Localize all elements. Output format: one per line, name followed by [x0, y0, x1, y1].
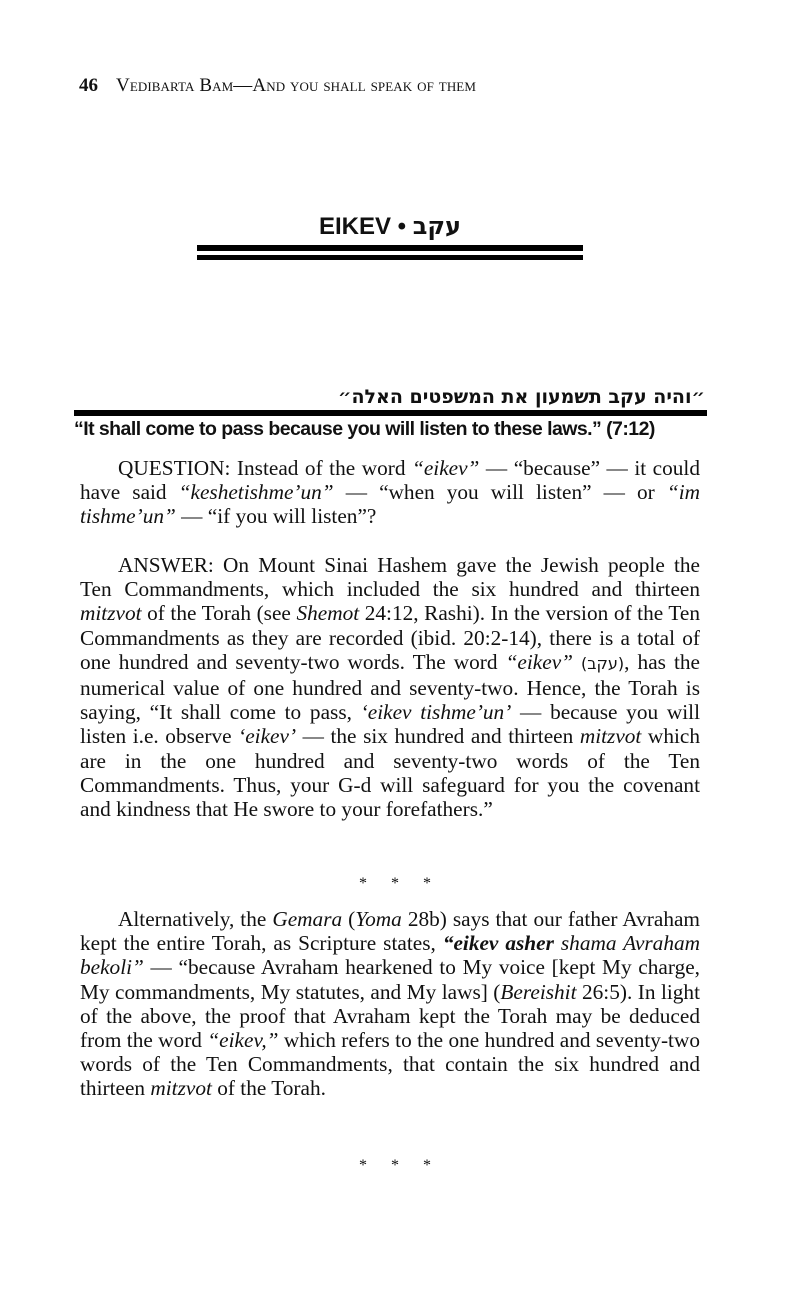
italic-run: Shemot — [296, 601, 360, 626]
italic-run: shama Avraham bekoli” — [80, 931, 701, 980]
alternative-paragraph — [80, 907, 700, 1101]
italic-run: mitzvot — [150, 1076, 212, 1101]
section-separator: * * * — [359, 875, 441, 892]
italic-run: “eikev” — [411, 456, 480, 480]
chapter-rule-bottom — [197, 255, 583, 260]
verse-hebrew: ״והיה עקב תשמעון את המשפטים האלה״ — [337, 386, 705, 408]
chapter-title-hebrew: עקב — [412, 212, 462, 240]
italic-run: Bereishit — [500, 979, 577, 1004]
question-text — [80, 456, 700, 529]
chapter-rule-top — [197, 245, 583, 251]
alternative-text — [80, 907, 700, 1101]
italic-run: “eikev” — [505, 649, 573, 674]
italic-run: Gemara — [272, 907, 343, 931]
running-head — [79, 75, 476, 97]
italic-run: mitzvot — [80, 601, 142, 626]
verse-rule — [74, 410, 707, 416]
question-label: QUESTION: — [118, 456, 231, 480]
italic-run: “keshetishme’un” — [178, 480, 334, 505]
page-number: 46 — [79, 75, 98, 96]
italic-run: ‘eikev tishme’un’ — [360, 700, 512, 725]
italic-run: “eikev,” — [207, 1028, 279, 1053]
bold-italic-run: “eikev asher — [442, 931, 554, 956]
book-title: Vedibarta Bam—And you shall speak of them — [116, 75, 477, 96]
alternative-body: Alternatively, the Gemara (Yoma 28b) says that our father Avraham kept the entire Torah, as Scripture states, “eikev asher shama Avraham bekoli” — “because Avraham hearkened to My voice [kept My charge, My commandments, My statutes, and My laws] (Bereishit 26:5). In light of the above, the proof that Avraham kept the Torah may be deduced from the word “eikev,” which refers to the one hundred and seventy-two words of the Ten Commandments, that contain the six hundred and thirteen mitzvot of the Torah. — [80, 907, 701, 1101]
section-separator: * * * — [359, 1157, 441, 1174]
italic-run: “im tishme’un” — [80, 480, 700, 529]
answer-text — [80, 553, 700, 821]
answer-label: ANSWER: — [118, 553, 214, 577]
italic-run: mitzvot — [579, 724, 642, 749]
question-paragraph — [80, 456, 700, 529]
chapter-title-english: EIKEV — [318, 213, 391, 240]
chapter-title-separator: • — [397, 213, 407, 240]
chapter-title — [197, 212, 583, 241]
answer-body: On Mount Sinai Hashem gave the Jewish people the Ten Commandments, which included the six hundred and thirteen mitzvot of the Torah (see Shemot 24:12, Rashi). In the version of the Ten Commandments as they are recorded (ibid. 20:2-14), there is a total of one hundred and seventy-two words. The word “eikev” (עקב), has the numerical value of one hundred and seventy-two. Hence, the Torah is saying, “It shall come to pass, ‘eikev tishme’un’ — because you will listen i.e. observe ‘eikev’ — the six hundred and thirteen mitzvot which are in the one hundred and seventy-two words of the Ten Commandments. Thus, your G-d will safeguard for you the covenant and kindness that He swore to your forefathers.” — [80, 553, 700, 822]
answer-paragraph — [80, 553, 700, 821]
verse-english: “It shall come to pass because you will listen to these laws.” (7:12) — [74, 418, 655, 440]
italic-run: ‘eikev’ — [238, 724, 297, 749]
hebrew-inline: (עקב) — [581, 653, 625, 673]
italic-run: Yoma — [355, 907, 402, 931]
question-body: Instead of the word “eikev” — “because” — it could have said “keshetishme’un” — “when you will listen” — or “im tishme’un” — “if you will listen”? — [80, 456, 700, 529]
